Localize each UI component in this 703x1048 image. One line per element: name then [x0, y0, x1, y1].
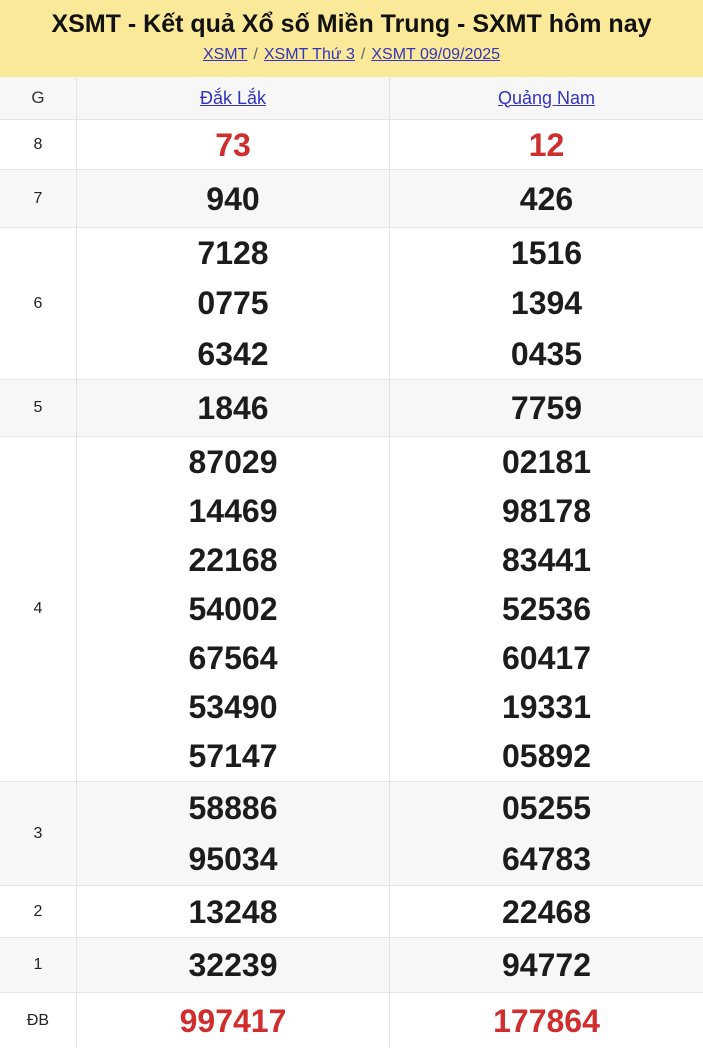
prize-cell [390, 782, 703, 885]
prize-row-db [0, 992, 703, 1048]
prize-number: 14469 [188, 492, 278, 529]
prize-row-7 [0, 169, 703, 227]
prize-cell [390, 886, 703, 937]
prize-number: 7759 [510, 390, 583, 426]
prize-tier-label: 6 [0, 228, 77, 379]
prize-number: 94772 [502, 947, 591, 983]
prize-number: 0775 [197, 285, 269, 322]
prize-cell [77, 938, 390, 992]
breadcrumb-link-xsmt[interactable]: XSMT [202, 46, 248, 63]
prize-number: 02181 [502, 443, 591, 480]
province-header-quang-nam [390, 77, 703, 119]
prize-tier-label: 3 [0, 782, 77, 885]
prize-number: 13248 [188, 893, 278, 930]
prize-number: 54002 [188, 590, 278, 627]
province-link-quang-nam[interactable]: Quảng Nam [497, 87, 596, 108]
prize-tier-label: 2 [0, 886, 77, 937]
prize-cell [390, 120, 703, 169]
table-header-row [0, 77, 703, 119]
prize-tier-label: 7 [0, 170, 77, 227]
prize-row-4 [0, 436, 703, 781]
prize-tier-label: 1 [0, 938, 77, 992]
prize-cell [390, 380, 703, 436]
prize-number: 1394 [510, 285, 583, 322]
prize-number: 22468 [502, 893, 591, 930]
prize-number: 12 [528, 126, 565, 163]
prize-row-5 [0, 379, 703, 436]
prize-row-1 [0, 937, 703, 992]
prize-number: 60417 [502, 640, 591, 677]
prize-number: 64783 [502, 841, 591, 878]
prize-cell [77, 170, 390, 227]
prize-cell [77, 380, 390, 436]
province-link-dak-lak[interactable]: Đắk Lắk [199, 87, 267, 108]
prize-column-header: G [0, 77, 77, 119]
prize-number: 67564 [188, 640, 278, 677]
prize-cell [390, 437, 703, 781]
prize-tier-label: 4 [0, 437, 77, 781]
prize-row-2 [0, 885, 703, 937]
prize-number: 940 [206, 180, 260, 217]
prize-number: 05892 [502, 738, 591, 775]
prize-number: 05255 [502, 789, 591, 826]
prize-cell [390, 228, 703, 379]
prize-number: 95034 [188, 841, 278, 878]
prize-cell [77, 120, 390, 169]
results-table [0, 77, 703, 1048]
prize-number: 1516 [510, 235, 583, 272]
prize-tier-label: 5 [0, 380, 77, 436]
breadcrumb-link-xsmt-thu-3[interactable]: XSMT Thứ 3 [263, 46, 355, 63]
prize-tier-label: ĐB [0, 993, 77, 1048]
prize-cell [77, 993, 390, 1048]
prize-cell [390, 938, 703, 992]
prize-row-6 [0, 227, 703, 379]
prize-number: 1846 [197, 390, 269, 426]
breadcrumb-separator: / [360, 46, 366, 63]
prize-cell [390, 170, 703, 227]
prize-number: 6342 [197, 335, 269, 372]
prize-number: 19331 [502, 689, 591, 726]
breadcrumb [0, 45, 703, 65]
page-header [0, 0, 703, 77]
page-title: XSMT - Kết quả Xổ số Miền Trung - SXMT hôm nay [51, 10, 652, 38]
province-header-dak-lak [77, 77, 390, 119]
prize-number: 7128 [197, 235, 269, 272]
prize-number: 426 [519, 180, 574, 217]
prize-cell [390, 993, 703, 1048]
prize-number: 57147 [188, 738, 278, 775]
prize-number: 83441 [502, 541, 591, 578]
prize-number: 32239 [188, 947, 278, 983]
prize-cell [77, 782, 390, 885]
prize-number: 98178 [502, 492, 591, 529]
prize-number: 0435 [510, 335, 583, 372]
prize-row-8 [0, 119, 703, 169]
breadcrumb-separator: / [253, 46, 258, 63]
prize-number: 53490 [188, 689, 278, 726]
prize-number: 52536 [502, 590, 591, 627]
prize-cell [77, 886, 390, 937]
prize-number: 997417 [179, 1002, 287, 1039]
prize-cell [77, 228, 390, 379]
prize-number: 22168 [188, 541, 278, 578]
prize-number: 177864 [493, 1002, 600, 1039]
breadcrumb-link-xsmt-date[interactable]: XSMT 09/09/2025 [371, 46, 501, 63]
prize-cell [77, 437, 390, 781]
prize-number: 73 [215, 126, 251, 163]
prize-number: 87029 [188, 443, 278, 480]
prize-tier-label: 8 [0, 120, 77, 169]
prize-number: 58886 [188, 789, 278, 826]
prize-row-3 [0, 781, 703, 885]
